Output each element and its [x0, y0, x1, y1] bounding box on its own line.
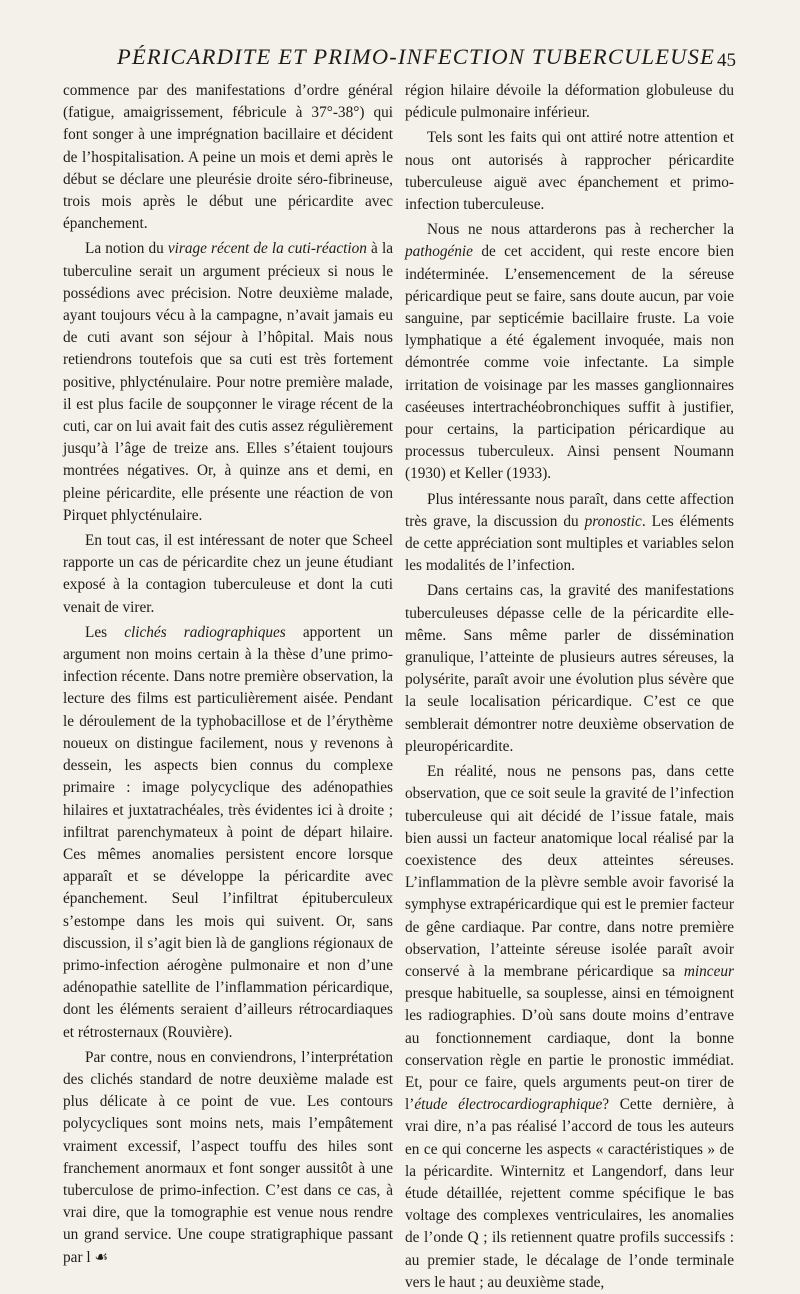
- emphasis-etude-ecg: étude électrocardiographique: [414, 1096, 603, 1114]
- left-column: [63, 80, 393, 1269]
- emphasis-pronostic: pronostic: [584, 512, 642, 530]
- paragraph-left-2: La notion du virage récent de la cuti-réaction à la tuberculine serait un argument précieux si nous le possédions avec précision. Notre deuxième malade, ayant toujours vécu à la campagne, n’avait jamais eu de cuti avant son séjour à l’hôpital. Mais nous retiendrons toutefois que sa cuti est très fortement positive, phlycténulaire. Pour notre première malade, il est plus facile de soupçonner le virage récent de la cuti, car on lui avait fait des cutis assez régulièrement jusqu’à l’âge de treize ans. Elles s’étaient toujours montrées négatives. Or, à quinze ans et demi, en pleine péricardite, elle présente une réaction de von Pirquet phlycténulaire.: [63, 240, 394, 524]
- page-number: 45: [717, 50, 736, 71]
- paragraph-left-4: Les clichés radiographiques apportent un argument non moins certain à la thèse d’une primo-infection récente. Dans notre première observation, la lecture des films est particulièrement aisée. Pendant le déroulement de la typhobacillose et de l’érythème noueux on distingue facilement, nous y revenons à dessein, les aspects bien connus du complexe primaire : image polycyclique des adénopathies hilaires et juxtatrachéales, très évidentes ici à droite ; infiltrat parenchymateux à point de départ hilaire. Ces mêmes anomalies persistent encore lorsque apparaît et se développe la péricardite avec épanchement. Seul l’infiltrat épituberculeux s’estompe dans les mois qui suivent. Or, sans discussion, il s’agit bien là de ganglions régionaux de primo-infection aérogène pulmonaire et non d’une adénopathie satellite de l’inflammation péricardique, dont les éléments seraient d’ailleurs rétrocardiaques et rétrosternaux (Rouvière).: [63, 623, 394, 1041]
- emphasis-cliches: clichés radiographiques: [124, 623, 286, 641]
- paragraph-left-5: Par contre, nous en conviendrons, l’interprétation des clichés standard de notre deuxième malade est plus délicate à ce point de vue. Les contours polycycliques sont moins nets, mais l’empâtement vraiment excessif, l’aspect touffu des hiles sont franchement anormaux et font songer aussitôt à une tuberculose de primo-infection. C’est dans ce cas, à vrai dire, que la tomographie est venue nous rendre un grand service. Une coupe stratigraphique passant par l ☙: [63, 1048, 393, 1266]
- paragraph-left-1: commence par des manifestations d’ordre général (fatigue, amaigrissement, fébricule à 37°-38°) qui font songer à une imprégnation bacillaire et décident de l’hospitalisation. A peine un mois et demi après le début se déclare une pleurésie droite séro-fibrineuse, trois mois après le début une péricardite avec épanchement.: [63, 82, 393, 233]
- paragraph-right-4: Plus intéressante nous paraît, dans cette affection très grave, la discussion du pronostic. Les éléments de cette appréciation sont multiples et variables selon les modalités de l’infection.: [405, 490, 734, 575]
- emphasis-pathogenie: pathogénie: [405, 243, 473, 261]
- running-title: PÉRICARDITE ET PRIMO-INFECTION TUBERCULEUSE: [117, 44, 716, 69]
- emphasis-minceur: minceur: [683, 962, 734, 980]
- paragraph-right-6: En réalité, nous ne pensons pas, dans cette observation, que ce soit seule la gravité de l’infection tuberculeuse qui ait décidé de l’issue fatale, mais bien aussi un facteur anatomique local réalisé par la coexistence des deux atteintes séreuses. L’inflammation de la plèvre semble avoir favorisé la symphyse extrapéricardique qui est le premier facteur de gêne cardiaque. Par contre, dans notre première observation, l’atteinte séreuse isolée paraît avoir conservé à la membrane péricardique sa minceur presque habituelle, sa souplesse, ainsi en témoignent les radiographies. D’où sans doute moins d’entrave au fonctionnement cardiaque, dont la bonne conservation règle en partie le pronostic immédiat. Et, pour ce faire, quels arguments peut-on tirer de l’étude électrocardiographique? Cette dernière, à vrai dire, n’a pas réalisé l’accord de tous les auteurs en ce qui concerne les aspects « caractéristiques » de la péricardite. Winternitz et Langendorf, dans leur étude détaillée, rejettent comme spécifique le bas voltage des complexes ventriculaires, les anomalies de l’onde Q ; ils retiennent quatre profils successifs : au premier stade, le décalage de l’onde terminale vers le haut ; au deuxième stade,: [405, 763, 734, 1291]
- paragraph-right-2: Tels sont les faits qui ont attiré notre attention et nous ont autorisés à rapprocher péricardite tuberculeuse aiguë avec épanchement et primo-infection tuberculeuse.: [405, 129, 734, 214]
- emphasis-virage: virage récent de la cuti-réaction: [167, 240, 367, 258]
- paragraph-right-1: région hilaire dévoile la déformation globuleuse du pédicule pulmonaire inférieur.: [405, 82, 734, 122]
- paragraph-left-3: En tout cas, il est intéressant de noter que Scheel rapporte un cas de péricardite chez un jeune étudiant exposé à la contagion tuberculeuse et dont la cuti venait de virer.: [63, 532, 393, 616]
- right-column: [405, 80, 734, 1294]
- paragraph-right-5: Dans certains cas, la gravité des manifestations tuberculeuses dépasse celle de la péricardite elle-même. Sans même parler de dissémination granulique, l’atteinte de plusieurs autres séreuses, la polysérite, paraît avoir une évolution plus sévère que la seule localisation péricardique. C’est ce que semblerait démontrer notre deuxième observation de pleuropéricardite.: [405, 582, 734, 755]
- page-header: [62, 44, 750, 78]
- paragraph-right-3: Nous ne nous attarderons pas à rechercher la pathogénie de cet accident, qui reste encore bien indéterminée. L’ensemencement de la séreuse péricardique peut se faire, sans doute aucun, par voie sanguine, par septicémie bacillaire fruste. La voie lymphatique a été également invoquée, mais non démontrée comme voie infectante. La simple irritation de voisinage par les masses ganglionnaires caséeuses intertrachéobronchiques suffit à justifier, pour certains, la participation péricardique au processus tuberculeux. Ainsi pensent Noumann (1930) et Keller (1933).: [405, 221, 734, 483]
